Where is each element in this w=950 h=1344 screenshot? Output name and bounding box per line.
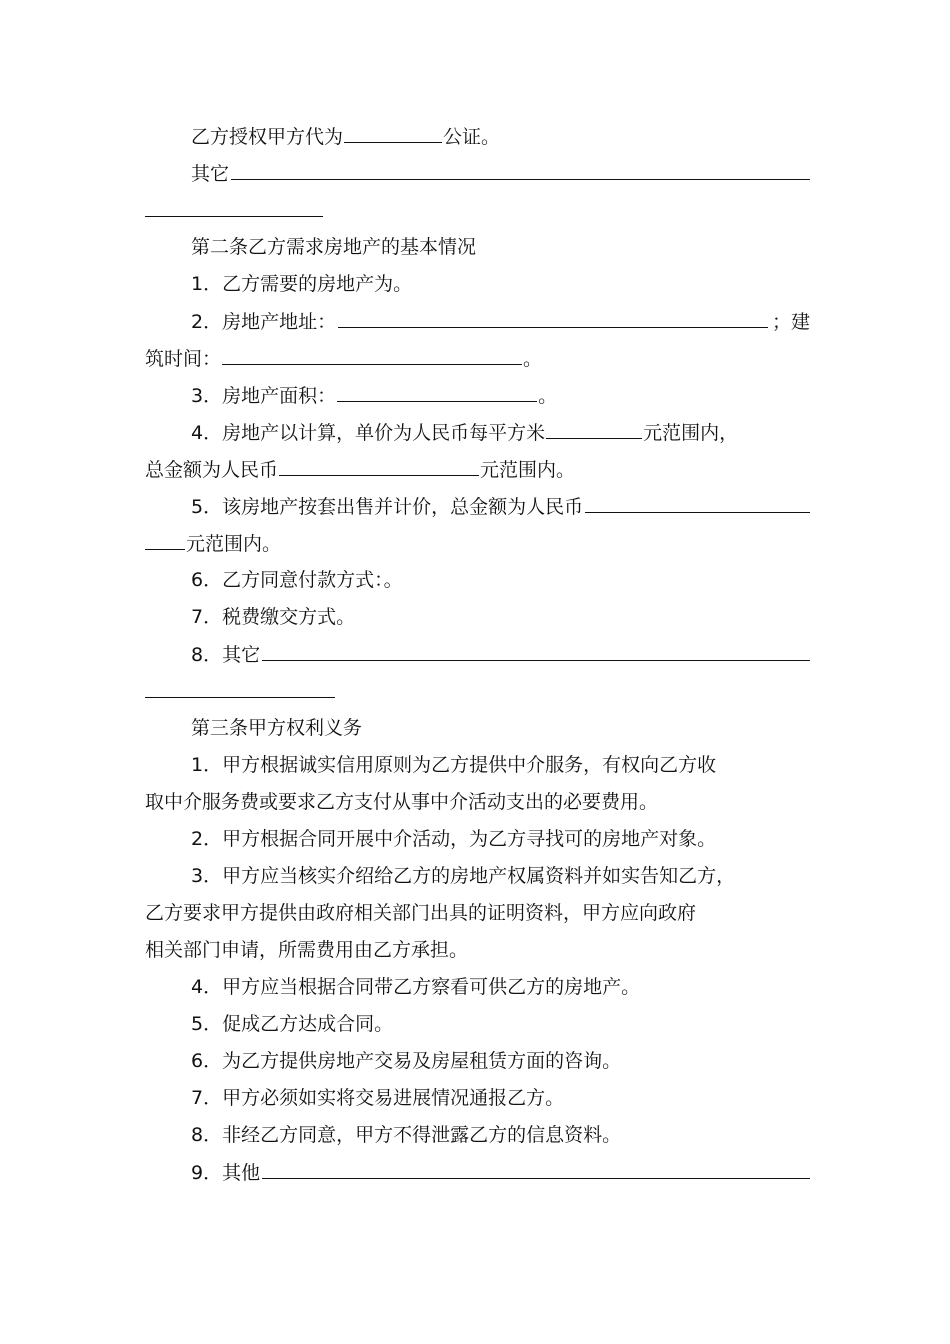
section-3-item-3-line-3: 相关部门申请，所需费用由乙方承担。	[145, 939, 469, 961]
other-2-label: 8．其它	[191, 644, 261, 666]
total-label: 总金额为人民币	[145, 459, 279, 481]
section-2-item-1: 1．乙方需要的房地产为。	[191, 273, 413, 295]
area-label: 3．房地产面积：	[191, 385, 337, 407]
section-3-item-3-line-2: 乙方要求甲方提供由政府相关部门出具的证明资料，甲方应向政府	[145, 902, 697, 924]
unit-price-suffix: 元范围内，	[643, 422, 739, 444]
section-3-item-4: 4．甲方应当根据合同带乙方察看可供乙方的房地产。	[191, 976, 641, 998]
package-price-blank	[585, 490, 810, 513]
build-time-suffix: 。	[523, 348, 543, 370]
build-time-label: 筑时间：	[145, 348, 222, 370]
other-clause-1-continued	[145, 194, 323, 226]
area-suffix: 。	[538, 385, 558, 407]
total-blank	[279, 453, 479, 476]
section-3-item-1-continued: 取中介服务费或要求乙方支付从事中介活动支出的必要费用。	[145, 791, 659, 813]
notary-blank	[344, 120, 442, 143]
other-3-label: 9．其他	[191, 1162, 261, 1184]
package-price-label: 5．该房地产按套出售并计价，总金额为人民币	[191, 496, 584, 518]
notary-suffix: 公证。	[443, 126, 501, 148]
address-blank	[338, 305, 768, 328]
unit-price-label: 4．房地产以计算，单价为人民币每平方米	[191, 422, 546, 444]
authorization-text: 乙方授权甲方代为	[191, 126, 344, 148]
section-2-heading: 第二条乙方需求房地产的基本情况	[191, 236, 477, 258]
section-2-item-4	[145, 416, 810, 448]
address-label: 2．房地产地址：	[191, 311, 337, 333]
section-2-item-8-continued	[145, 675, 335, 707]
address-suffix: ；建	[771, 311, 810, 333]
other-2-blank-continued	[145, 675, 335, 698]
section-2-item-3	[145, 379, 810, 411]
section-3-item-2: 2．甲方根据合同开展中介活动，为乙方寻找可的房地产对象。	[191, 828, 717, 850]
section-3-item-1: 1．甲方根据诚实信用原则为乙方提供中介服务，有权向乙方收	[191, 754, 717, 776]
section-2-item-5-continued	[145, 527, 810, 559]
section-3-heading: 第三条甲方权利义务	[191, 717, 363, 739]
other-blank	[231, 157, 810, 180]
section-2-item-8	[145, 638, 810, 670]
section-3-item-3: 3．甲方应当核实介绍给乙方的房地产权属资料并如实告知乙方，	[191, 865, 736, 887]
authorization-line	[145, 120, 810, 152]
build-time-blank	[222, 342, 522, 365]
other-blank-continued	[145, 194, 323, 217]
other-3-blank	[262, 1156, 810, 1179]
unit-price-blank	[546, 416, 642, 439]
other-2-blank	[262, 638, 810, 661]
section-3-item-5: 5．促成乙方达成合同。	[191, 1013, 394, 1035]
section-2-item-4-continued	[145, 453, 810, 485]
section-3-item-9	[145, 1156, 810, 1188]
total-suffix: 元范围内。	[480, 459, 576, 481]
other-clause-1	[145, 157, 810, 189]
section-3-item-7: 7．甲方必须如实将交易进展情况通报乙方。	[191, 1087, 565, 1109]
other-label: 其它	[191, 163, 230, 185]
section-2-item-2-continued	[145, 342, 810, 374]
section-3-item-6: 6．为乙方提供房地产交易及房屋租赁方面的咨询。	[191, 1050, 622, 1072]
section-2-item-7: 7．税费缴交方式。	[191, 606, 356, 628]
area-blank	[337, 379, 537, 402]
section-2-item-2	[145, 305, 810, 337]
package-price-blank-continued	[145, 527, 185, 550]
package-price-suffix: 元范围内。	[186, 533, 282, 555]
section-2-item-5	[145, 490, 810, 522]
section-3-item-8: 8．非经乙方同意，甲方不得泄露乙方的信息资料。	[191, 1124, 622, 1146]
section-2-item-6: 6．乙方同意付款方式：。	[191, 569, 403, 591]
